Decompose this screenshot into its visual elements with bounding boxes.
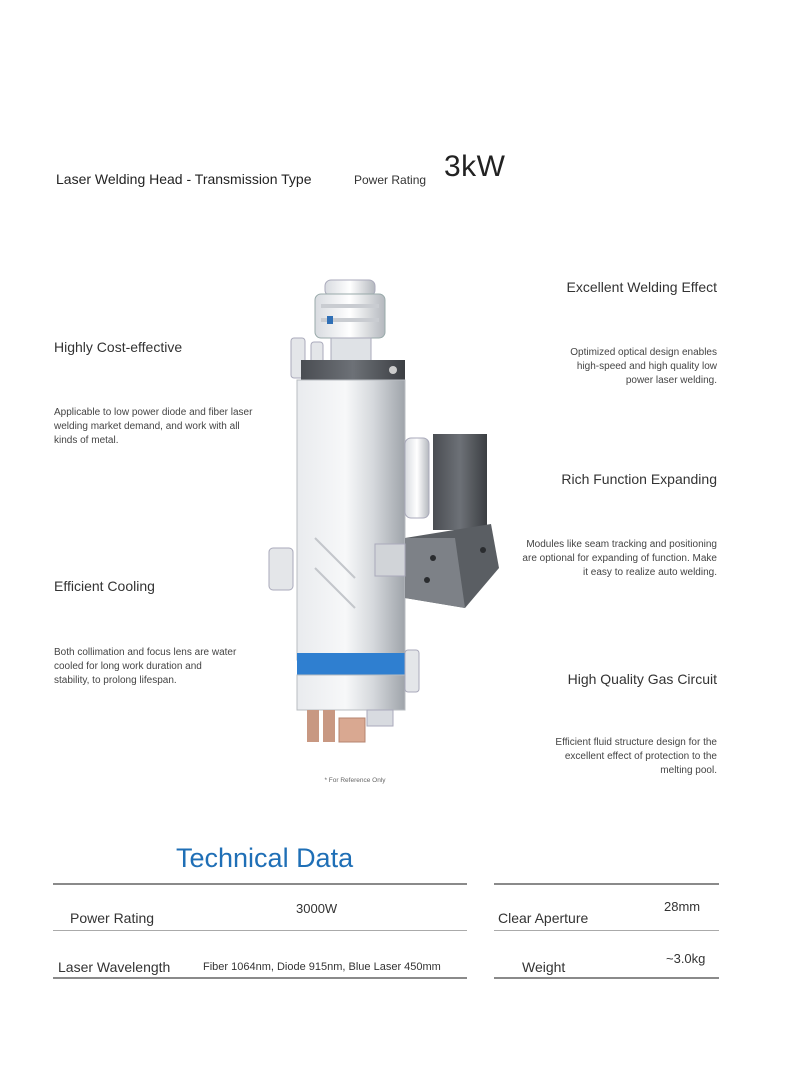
table-row-rule-right xyxy=(494,930,719,931)
welding-head-image xyxy=(255,268,515,758)
feature-heading-cost: Highly Cost-effective xyxy=(54,339,183,355)
feature-heading-cooling: Efficient Cooling xyxy=(54,578,155,594)
feature-desc-expanding: Modules like seam tracking and positioning are optional for expanding of function. Make it easy to realize auto welding. xyxy=(522,539,717,578)
clear-aperture-row-label: Clear Aperture xyxy=(498,910,589,926)
feature-desc-gas: Efficient fluid structure design for the excellent effect of protection to the melting pool. xyxy=(555,737,717,776)
power-rating-row-label: Power Rating xyxy=(70,910,155,926)
power-rating-row-value: 3000W xyxy=(296,901,338,916)
feature-desc-cost: Applicable to low power diode and fiber laser welding market demand, and work with all kinds of metal. xyxy=(54,407,253,446)
feature-heading-gas: High Quality Gas Circuit xyxy=(567,671,717,687)
laser-wavelength-row-label: Laser Wavelength xyxy=(58,959,171,975)
feature-desc-welding: Optimized optical design enables high-speed and high quality low power laser welding. xyxy=(570,347,717,386)
power-rating-value: 3kW xyxy=(444,150,506,183)
weight-row-label: Weight xyxy=(522,959,566,975)
clear-aperture-row-value: 28mm xyxy=(664,899,701,914)
laser-wavelength-row-value: Fiber 1064nm, Diode 915nm, Blue Laser 450mm xyxy=(203,961,441,973)
table-top-rule-right xyxy=(494,883,719,885)
power-rating-label: Power Rating xyxy=(354,173,427,187)
feature-heading-expanding: Rich Function Expanding xyxy=(561,471,717,487)
table-bottom-rule-right xyxy=(494,977,719,979)
technical-data-title: Technical Data xyxy=(176,843,354,873)
reference-note: * For Reference Only xyxy=(324,777,386,784)
table-bottom-rule xyxy=(53,977,467,979)
weight-row-value: ~3.0kg xyxy=(666,951,706,966)
table-row-rule xyxy=(53,930,467,931)
feature-desc-cooling: Both collimation and focus lens are water cooled for long work duration and stability, to prolong lifespan. xyxy=(54,647,237,686)
feature-heading-welding: Excellent Welding Effect xyxy=(566,279,717,295)
table-top-rule xyxy=(53,883,467,885)
page-title: Laser Welding Head - Transmission Type xyxy=(56,171,312,187)
